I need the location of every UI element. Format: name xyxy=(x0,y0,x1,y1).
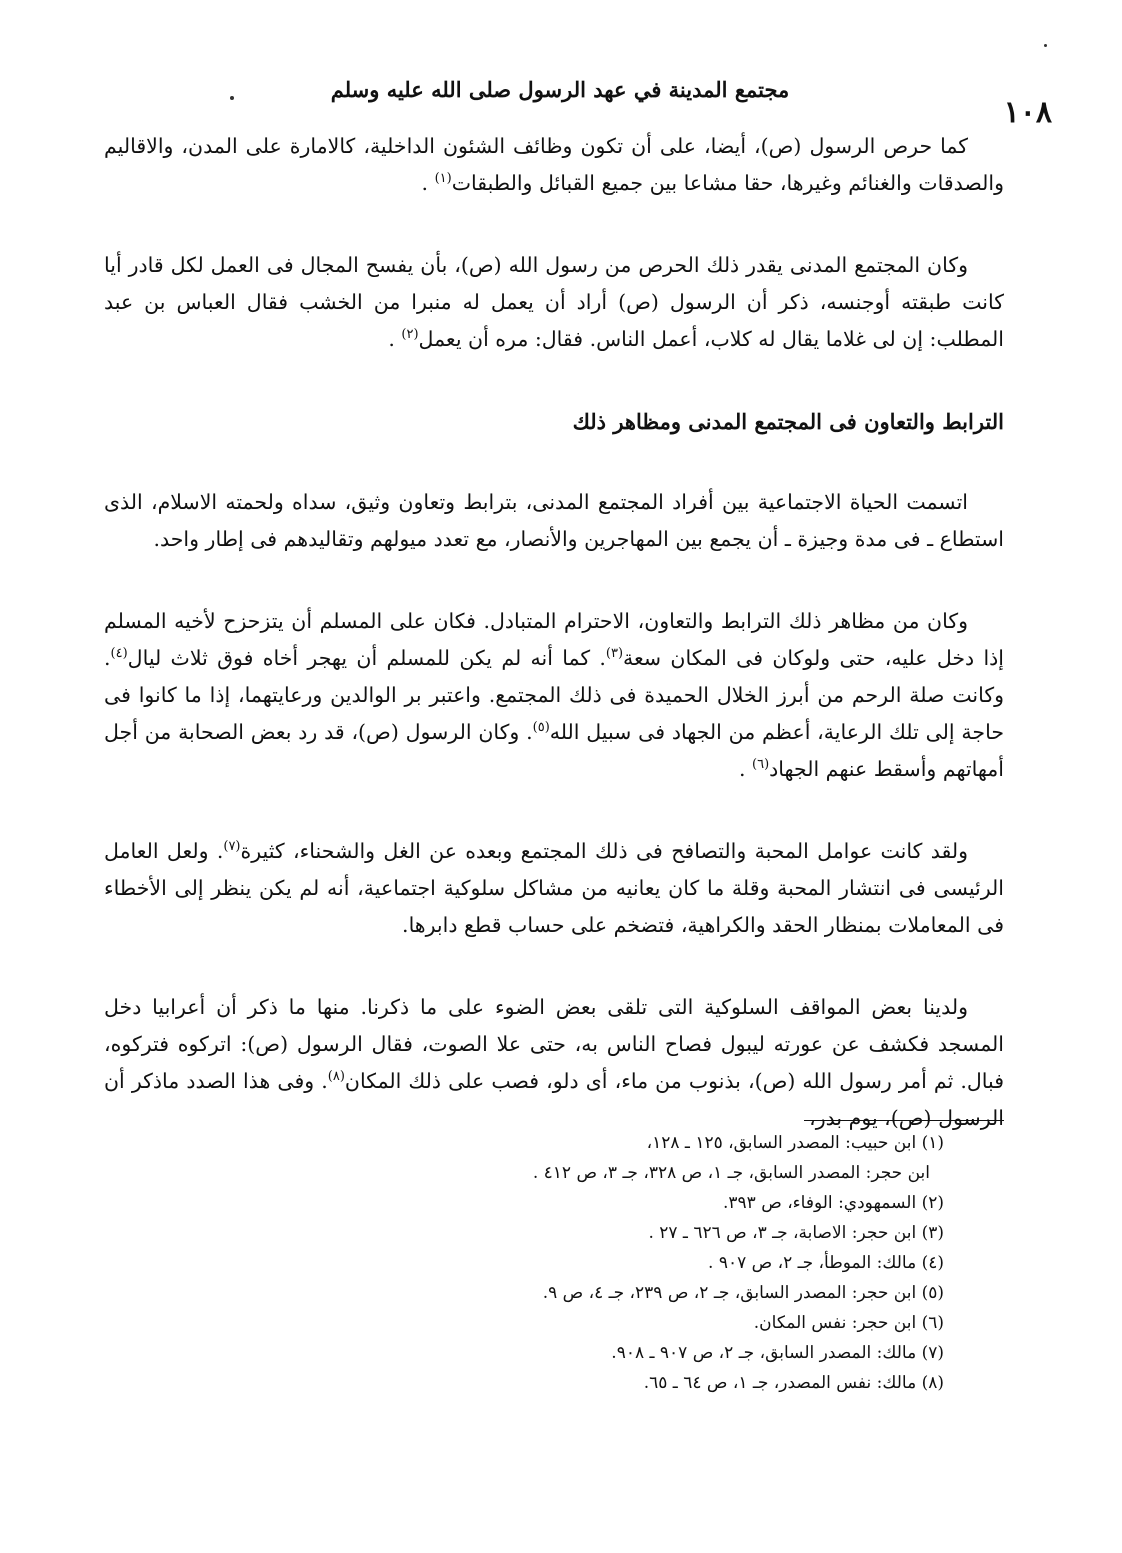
paragraph-6-part-b: . وفى هذا الصدد ماذكر أن الرسول (ص)، يوم بدر، xyxy=(104,1069,1004,1130)
paragraph-3: اتسمت الحياة الاجتماعية بين أفراد المجتمع المدنى، بترابط وتعاون وثيق، سداه ولحمته الاسلام، الذى استطاع ـ فى مدة وجيزة ـ أن يجمع بين المهاجرين والأنصار، مع تعدد ميولهم وتقاليدهم فى إطار واحد. xyxy=(104,490,1004,551)
page-number: ١٠٨ xyxy=(1003,95,1052,130)
paragraph-1-text: كما حرص الرسول (ص)، أيضا، على أن تكون وظائف الشئون الداخلية، كالامارة على المدن، والاقاليم والصدقات والغنائم وغيرها، حقا مشاعا بين جميع القبائل والطبقات xyxy=(104,134,1004,195)
footnote-2: (٢) السمهودي: الوفاء، ص ٣٩٣. xyxy=(723,1193,944,1213)
footnote-ref-5: (٥) xyxy=(532,720,550,736)
paragraph-5 xyxy=(104,833,1004,944)
paragraph-4 xyxy=(104,603,1004,788)
footnote-1-continued: ابن حجر: المصدر السابق، جـ ١، ص ٣٢٨، جـ ٣، ص ٤١٢ . xyxy=(532,1163,930,1183)
footnote-separator xyxy=(804,1120,1004,1121)
body-text xyxy=(104,128,1004,1182)
footnote-5: (٥) ابن حجر: المصدر السابق، جـ ٢، ص ٢٣٩، جـ ٤، ص ٩. xyxy=(542,1283,944,1303)
paragraph-6 xyxy=(104,989,1004,1137)
footnote-ref-6: (٦) xyxy=(752,757,770,773)
footnote-4: (٤) مالك: الموطأ، جـ ٢، ص ٩٠٧ . xyxy=(708,1253,944,1273)
paragraph-4-part-b: . كما أنه لم يكن للمسلم أن يهجر أخاه فوق ثلاث ليال xyxy=(127,646,606,670)
footnote-ref-7: (٧) xyxy=(223,839,241,855)
paragraph-1-tail: . xyxy=(421,171,435,195)
footnote-8: (٨) مالك: نفس المصدر، جـ ١، ص ٦٤ ـ ٦٥. xyxy=(643,1373,944,1393)
footnote-6: (٦) ابن حجر: نفس المكان. xyxy=(753,1313,944,1333)
paragraph-1 xyxy=(104,128,1004,202)
footnote-ref-3: (٣) xyxy=(605,646,624,662)
footnote-ref-2: (٢) xyxy=(401,327,419,343)
paragraph-4-part-a: وكان من مظاهر ذلك الترابط والتعاون، الاحترام المتبادل. فكان على المسلم أن يتزحزح لأخيه المسلم إذا دخل عليه، حتى ولوكان فى المكان سعة xyxy=(104,609,1004,670)
section-heading: الترابط والتعاون فى المجتمع المدنى ومظاهر ذلك xyxy=(572,409,1004,434)
scan-speck-mark xyxy=(230,96,234,100)
footnote-1: (١) ابن حبيب: المصدر السابق، ١٢٥ ـ ١٢٨، xyxy=(646,1133,944,1153)
paragraph-5-part-b: . ولعل العامل الرئيسى فى انتشار المحبة وقلة ما كان يعانيه من مشاكل سلوكية اجتماعية، أنه لم يكن ينظر إلى الأخطاء فى المعاملات بمنظار الحقد والكراهية، فتضخم على حساب قطع دابرها. xyxy=(104,839,1004,937)
paragraph-6-part-a: ولدينا بعض المواقف السلوكية التى تلقى بعض الضوء على ما ذكرنا. منها ما ذكر أن أعرابيا دخل المسجد فكشف عن عورته ليبول فصاح الناس به، حتى علا الصوت، فقال الرسول (ص): اتركوه فتركوه، فبال. ثم أمر رسول الله (ص)، بذنوب من ماء، أى دلو، فصب على ذلك المكان xyxy=(104,995,1005,1093)
paragraph-2-tail: . xyxy=(388,327,402,351)
footnote-7: (٧) مالك: المصدر السابق، جـ ٢، ص ٩٠٧ ـ ٩٠٨. xyxy=(611,1343,944,1363)
footnote-ref-4: (٤) xyxy=(110,646,128,662)
footnote-ref-1: (١) xyxy=(434,171,452,187)
footnote-3: (٣) ابن حجر: الاصابة، جـ ٣، ص ٦٢٦ ـ ٢٧ . xyxy=(648,1223,944,1243)
paragraph-2-text: وكان المجتمع المدنى يقدر ذلك الحرص من رسول الله (ص)، بأن يفسح المجال فى العمل لكل قادر أيا كانت طبقته أوجنسه، ذكر أن الرسول (ص) أراد أن يعمل له منبرا من الخشب فقال العباس بن عبد المطلب: إن لى غلاما يقال له كلاب، أعمل الناس. فقال: مره أن يعمل xyxy=(104,253,1004,351)
running-header: مجتمع المدينة في عهد الرسول صلى الله عليه وسلم xyxy=(330,77,790,102)
paragraph-2 xyxy=(104,247,1004,358)
footnote-ref-8: (٨) xyxy=(327,1069,345,1085)
paragraph-4-part-c: . وكانت صلة الرحم من أبرز الخلال الحميدة فى ذلك المجتمع. واعتبر بر الوالدين ورعايتهما، إذا ما كانوا فى حاجة إلى تلك الرعاية، أعظم من الجهاد فى سبيل الله xyxy=(104,646,1004,744)
scan-speck-mark xyxy=(1044,44,1047,47)
paragraph-4-part-e: . xyxy=(738,757,753,781)
paragraph-5-part-a: ولقد كانت عوامل المحبة والتصافح فى ذلك المجتمع وبعده عن الغل والشحناء، كثيرة xyxy=(240,839,968,863)
footnotes-list xyxy=(164,1128,944,1398)
paragraph-4-part-d: . وكان الرسول (ص)، قد رد بعض الصحابة من أجل أمهاتهم وأسقط عنهم الجهاد xyxy=(104,720,1004,781)
